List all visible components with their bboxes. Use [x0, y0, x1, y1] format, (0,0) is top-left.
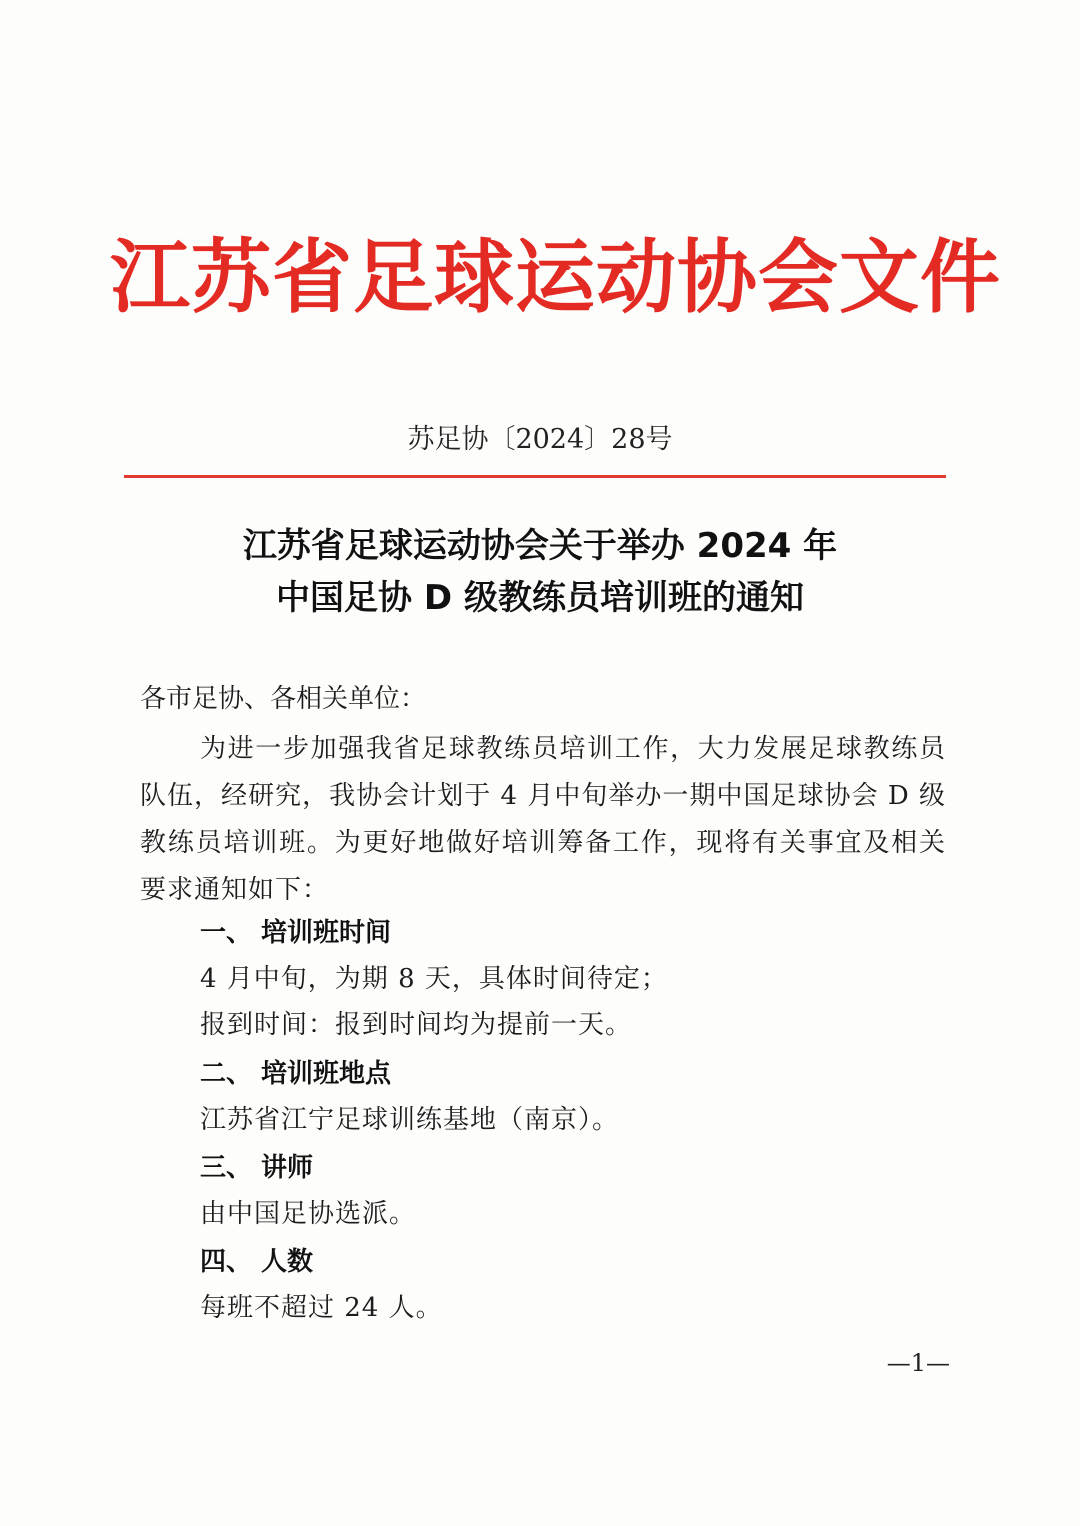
- section-heading: 一、 培训班时间: [200, 918, 392, 948]
- section-line: 4 月中旬，为期 8 天，具体时间待定；: [200, 964, 668, 994]
- notice-title: [120, 520, 960, 624]
- notice-title-line-1: 江苏省足球运动协会关于举办 2024 年: [242, 526, 838, 566]
- document-number: 苏足协〔2024〕28号: [407, 424, 673, 455]
- salutation: 各市足协、各相关单位：: [140, 684, 427, 714]
- intro-paragraph: 为进一步加强我省足球教练员培训工作，大力发展足球教练员队伍，经研究，我协会计划于 4 月中旬举办一期中国足球协会 D 级教练员培训班。为更好地做好培训筹备工作，现将有关事宜及相关要求通知如下：: [140, 734, 946, 905]
- section-heading: 二、 培训班地点: [200, 1059, 392, 1089]
- section-line: 由中国足协选派。: [200, 1199, 417, 1229]
- page-number: —1—: [886, 1349, 950, 1377]
- red-divider-line: [124, 475, 946, 478]
- section-line: 报到时间：报到时间均为提前一天。: [200, 1010, 633, 1040]
- section-heading: 三、 讲师: [200, 1153, 314, 1183]
- section-training-location: [200, 1051, 960, 1143]
- section-line: 每班不超过 24 人。: [200, 1293, 443, 1323]
- section-line: 江苏省江宁足球训练基地（南京）。: [200, 1105, 620, 1135]
- section-heading: 四、 人数: [200, 1247, 314, 1277]
- org-document-header: 江苏省足球运动协会文件: [110, 230, 1001, 324]
- notice-title-line-2: 中国足协 D 级教练员培训班的通知: [276, 578, 804, 618]
- section-headcount: [200, 1239, 960, 1331]
- section-training-time: [200, 910, 960, 1048]
- section-lecturer: [200, 1145, 960, 1237]
